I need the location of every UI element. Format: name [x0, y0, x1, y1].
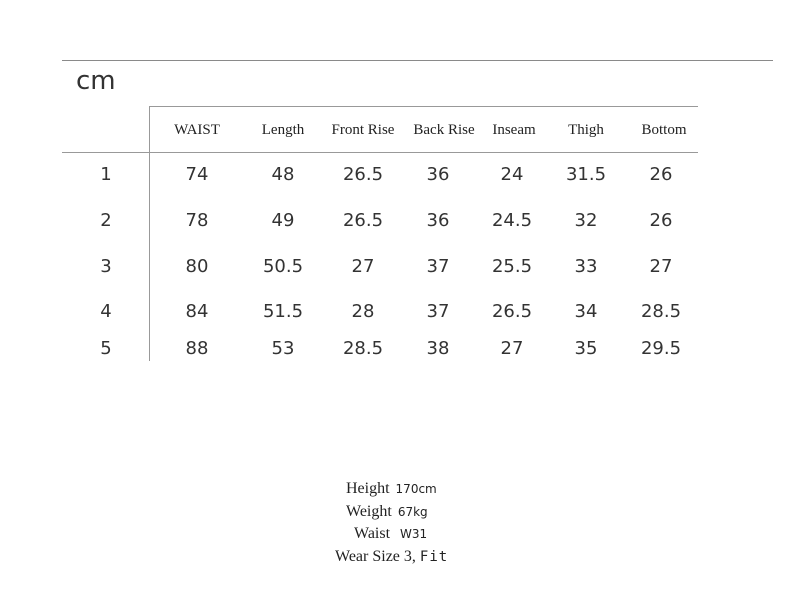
table-cell: 27 [649, 256, 673, 277]
table-cell: 24 [500, 164, 524, 185]
table-cell: 49 [271, 210, 295, 231]
model-wear-fit: Fit [419, 549, 449, 565]
header-thigh: Thigh [568, 122, 604, 138]
header-front-rise: Front Rise [331, 122, 395, 138]
model-waist-label: Waist [354, 525, 391, 542]
table-top-border [149, 106, 698, 107]
table-cell: 53 [271, 338, 295, 359]
table-cell: 29.5 [640, 338, 682, 359]
row-size-label: 4 [100, 301, 112, 322]
table-size-column-border [149, 106, 150, 361]
table-cell: 25.5 [491, 256, 533, 277]
model-waist-value: W31 [400, 527, 428, 541]
table-cell: 27 [500, 338, 524, 359]
table-cell: 28.5 [342, 338, 384, 359]
header-length: Length [261, 122, 305, 138]
table-cell: 35 [574, 338, 598, 359]
table-cell: 84 [185, 301, 209, 322]
table-cell: 26.5 [342, 210, 384, 231]
table-cell: 80 [185, 256, 209, 277]
header-bottom: Bottom [641, 122, 687, 138]
model-weight-value: 67kg [397, 505, 428, 519]
table-cell: 24.5 [491, 210, 533, 231]
model-wear-size [335, 548, 448, 566]
table-cell: 37 [426, 301, 450, 322]
table-cell: 51.5 [262, 301, 304, 322]
header-waist: WAIST [174, 122, 220, 138]
row-size-label: 2 [100, 210, 112, 231]
table-header-border [62, 152, 698, 153]
header-inseam: Inseam [492, 122, 536, 138]
table-cell: 26.5 [491, 301, 533, 322]
table-cell: 26.5 [342, 164, 384, 185]
table-cell: 48 [271, 164, 295, 185]
table-cell: 88 [185, 338, 209, 359]
table-cell: 27 [351, 256, 375, 277]
row-size-label: 5 [100, 338, 112, 359]
table-cell: 32 [574, 210, 598, 231]
table-cell: 26 [649, 164, 673, 185]
row-size-label: 1 [100, 164, 112, 185]
model-wear-label: Wear Size 3, [335, 548, 416, 565]
table-cell: 28 [351, 301, 375, 322]
table-cell: 34 [574, 301, 598, 322]
model-weight [346, 503, 428, 521]
table-cell: 37 [426, 256, 450, 277]
model-waist [354, 525, 427, 543]
header-back-rise: Back Rise [413, 122, 475, 138]
table-cell: 33 [574, 256, 598, 277]
row-size-label: 3 [100, 256, 112, 277]
table-cell: 28.5 [640, 301, 682, 322]
table-cell: 78 [185, 210, 209, 231]
table-cell: 36 [426, 164, 450, 185]
table-cell: 31.5 [565, 164, 607, 185]
table-cell: 26 [649, 210, 673, 231]
model-height [346, 480, 437, 498]
table-cell: 36 [426, 210, 450, 231]
model-weight-label: Weight [346, 503, 392, 520]
unit-label: cm [76, 66, 116, 96]
table-cell: 74 [185, 164, 209, 185]
model-height-label: Height [346, 480, 390, 497]
table-cell: 38 [426, 338, 450, 359]
model-height-value: 170cm [395, 482, 437, 496]
table-cell: 50.5 [262, 256, 304, 277]
top-divider [62, 60, 773, 61]
